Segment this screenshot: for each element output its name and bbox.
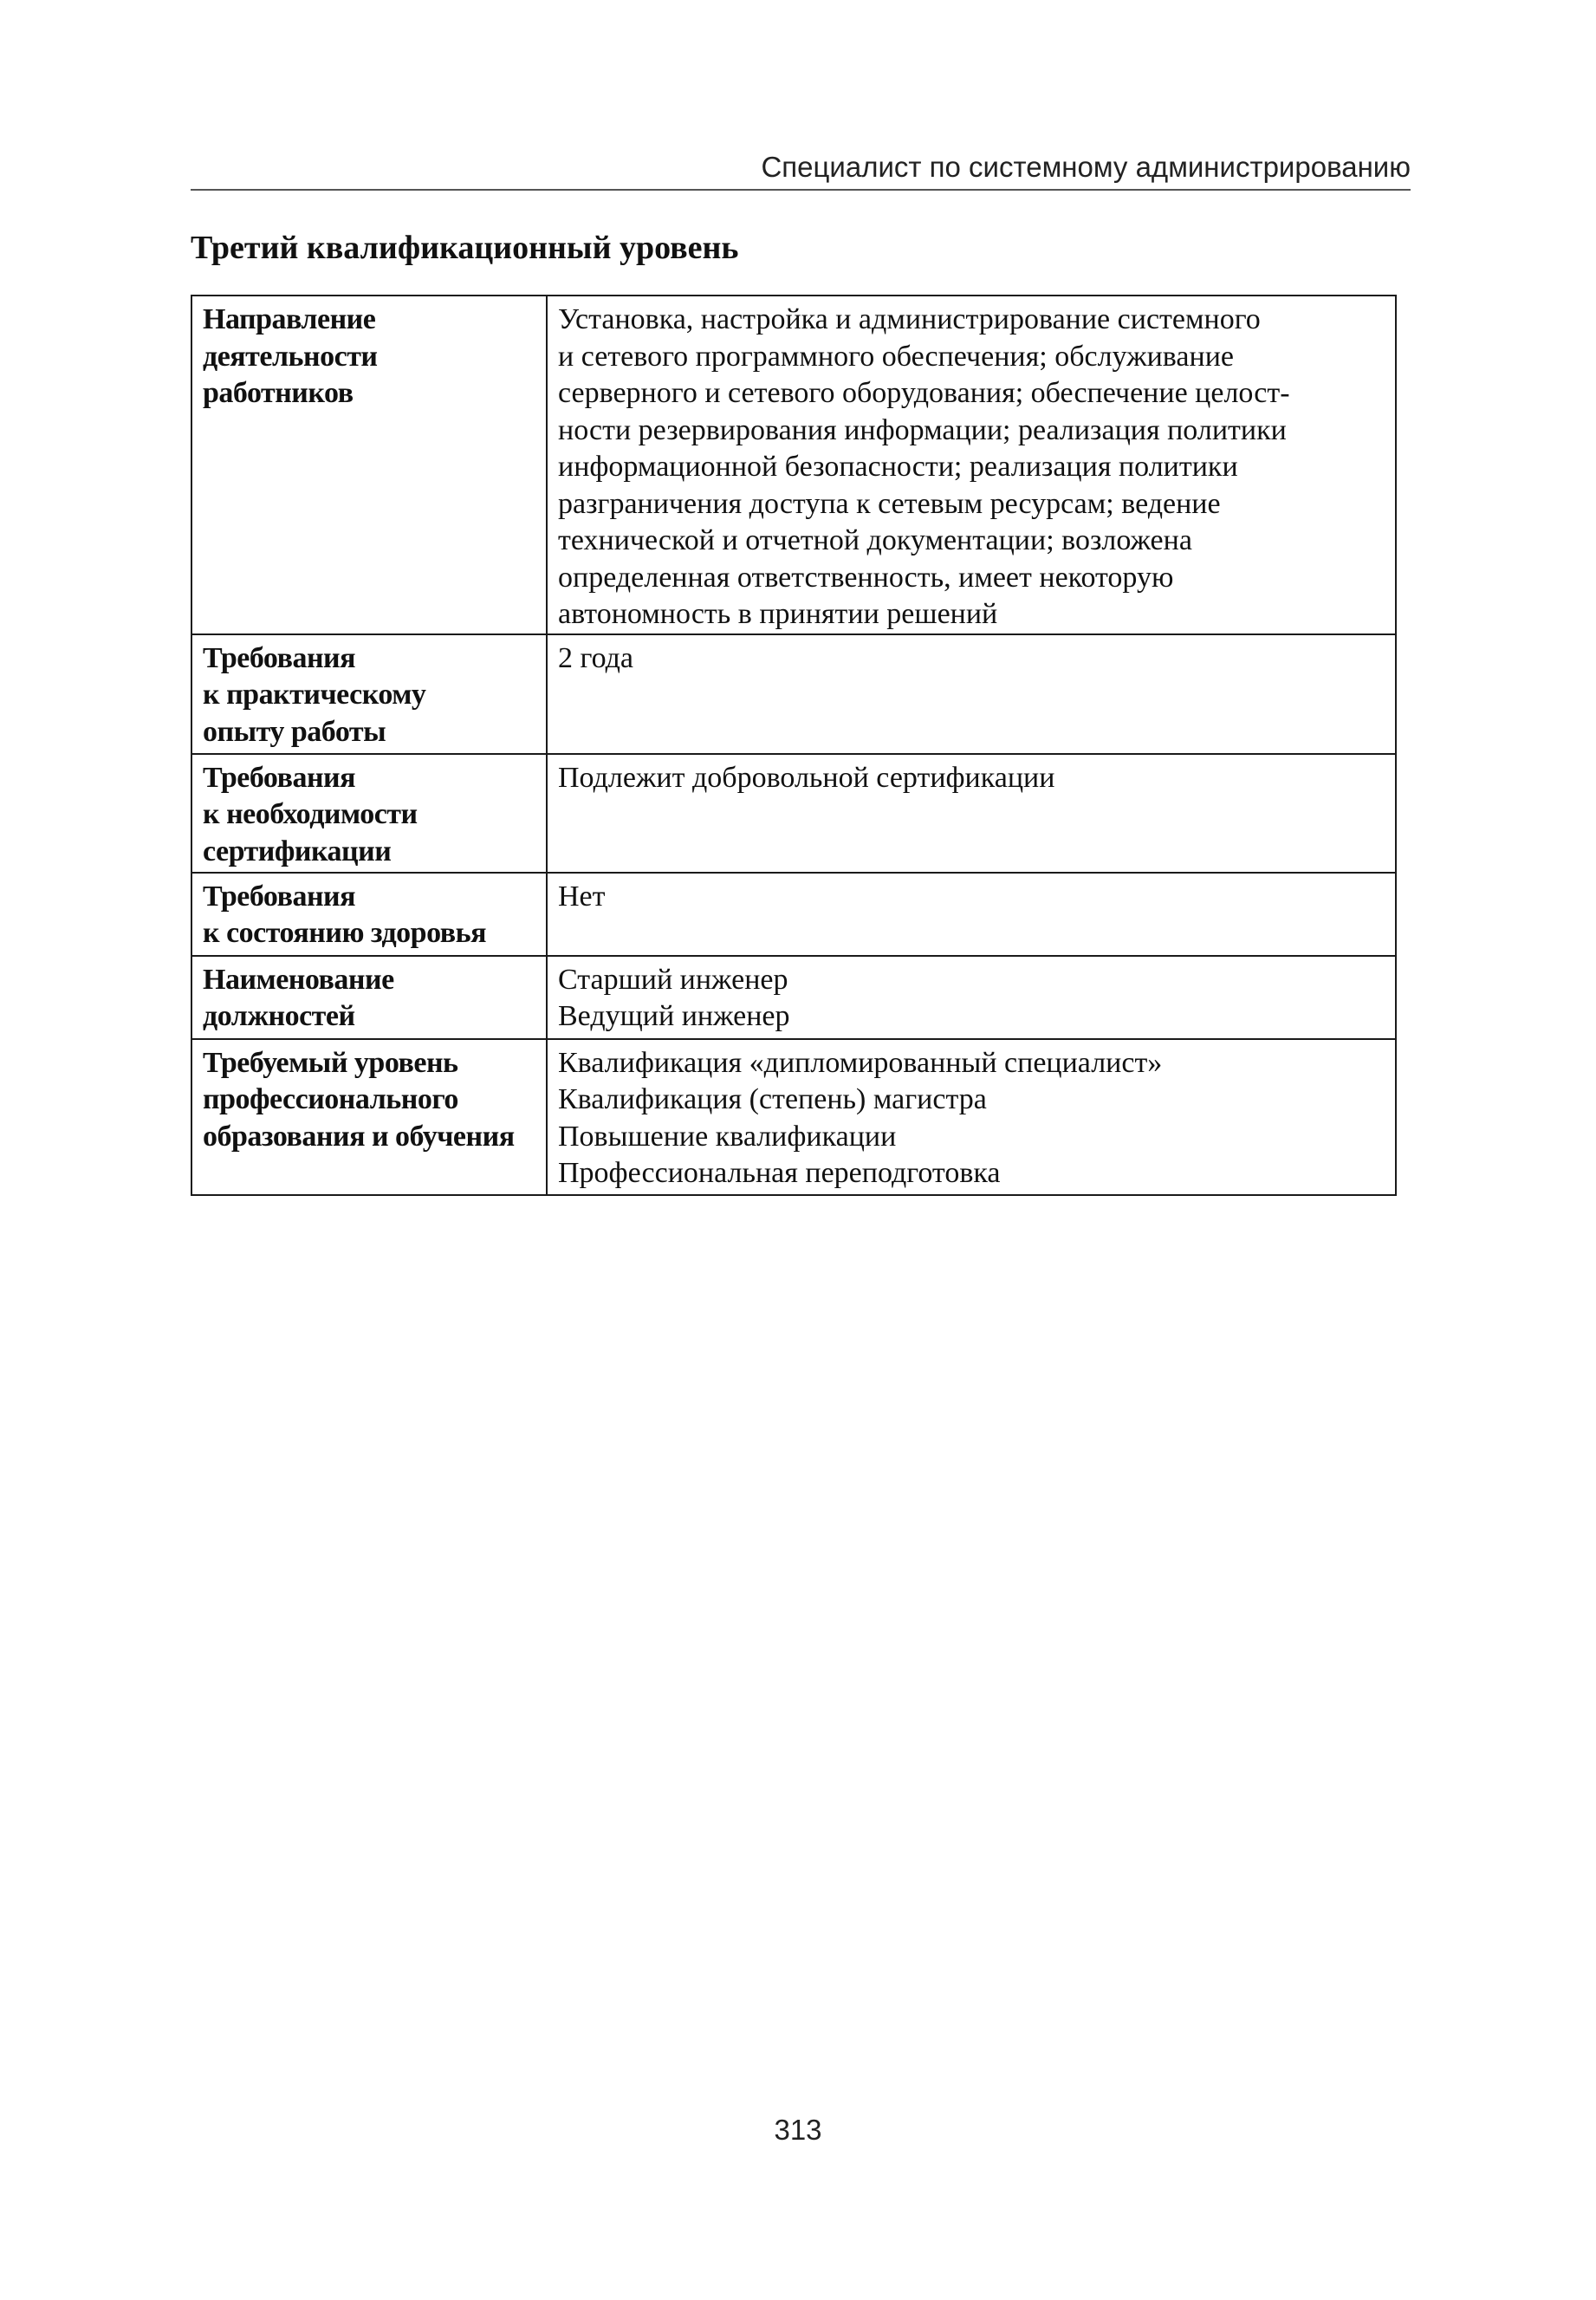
label-line: сертификации [203,835,392,867]
label-line: к необходимости [203,798,418,830]
value-line: определенная ответственность, имеет некоторую [558,561,1174,594]
row-label [191,634,547,754]
row-value [547,1039,1396,1195]
label-line: Направление [203,303,376,335]
qualification-table [191,295,1397,1196]
value-line: серверного и сетевого оборудования; обеспечение целост- [558,377,1290,409]
table-row-certification [191,754,1396,873]
label-line: Требования [203,880,356,913]
row-label [191,956,547,1039]
value-line: и сетевого программного обеспечения; обслуживание [558,340,1234,373]
row-value [547,634,1396,754]
value-line: Квалификация (степень) магистра [558,1083,987,1115]
row-value [547,754,1396,873]
label-line: образования и обучения [203,1120,515,1153]
row-label [191,754,547,873]
label-line: Наименование [203,963,394,996]
value-line: Ведущий инженер [558,1000,790,1032]
value-line: 2 года [558,641,634,674]
row-label [191,296,547,634]
value-line: автономность в принятии решений [558,598,998,630]
label-line: к практическому [203,679,426,711]
table-row-activity [191,296,1396,634]
label-line: Требования [203,641,356,674]
label-line: работников [203,377,354,409]
label-line: к состоянию здоровья [203,917,486,949]
value-line: Старший инженер [558,963,788,996]
value-line: Квалификация «дипломированный специалист» [558,1046,1163,1079]
value-line: технической и отчетной документации; возложена [558,524,1192,556]
label-line: профессионального [203,1083,458,1115]
label-line: опыту работы [203,715,386,748]
value-line: Установка, настройка и администрирование системного [558,303,1261,335]
row-value [547,956,1396,1039]
label-line: должностей [203,1000,355,1032]
value-line: ности резервирования информации; реализация политики [558,413,1287,446]
label-line: деятельности [203,340,378,373]
page-number: 313 [774,2114,822,2146]
value-line: Подлежит добровольной сертификации [558,761,1055,794]
value-line: информационной безопасности; реализация политики [558,451,1238,483]
value-line: Повышение квалификации [558,1120,897,1153]
value-line: Нет [558,880,606,913]
table-row-education [191,1039,1396,1195]
label-line: Требования [203,761,356,794]
table-row-experience [191,634,1396,754]
value-line: Профессиональная переподготовка [558,1157,1001,1189]
running-header: Специалист по системному администрированию [191,146,1411,191]
table-row-health [191,873,1396,956]
section-title: Третий квалификационный уровень [191,230,739,266]
value-line: разграничения доступа к сетевым ресурсам; ведение [558,487,1221,520]
row-label [191,873,547,956]
row-value [547,873,1396,956]
table-row-positions [191,956,1396,1039]
row-label [191,1039,547,1195]
row-value [547,296,1396,634]
label-line: Требуемый уровень [203,1046,458,1079]
